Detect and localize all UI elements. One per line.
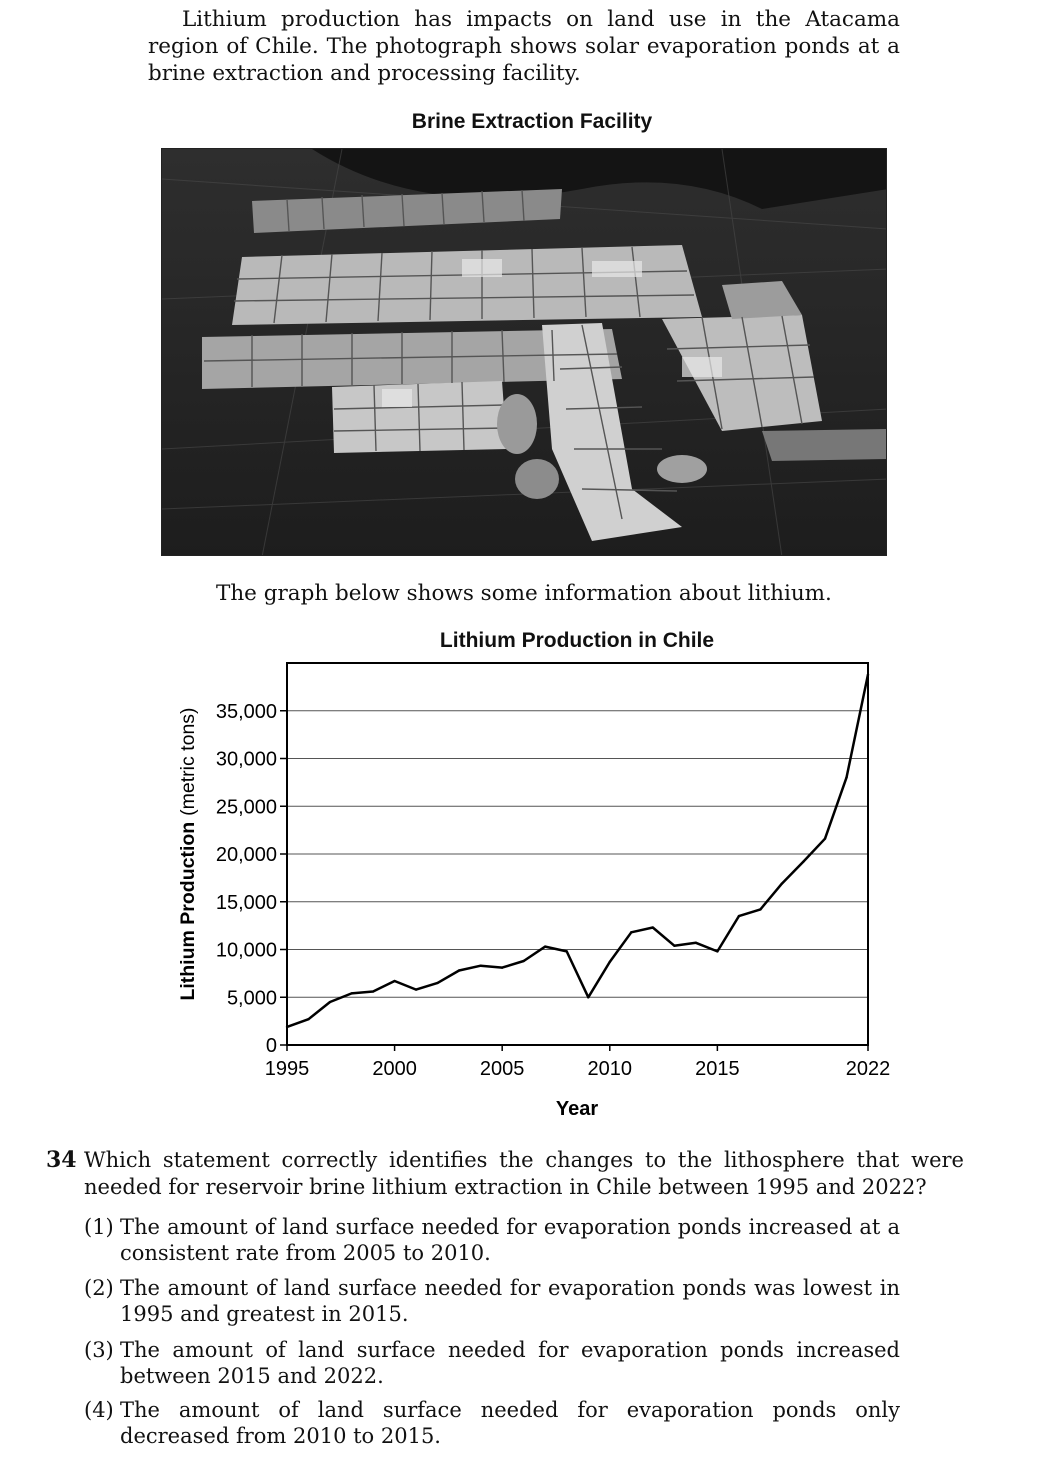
chart-title: Lithium Production in Chile	[439, 629, 715, 652]
question-text: Which statement correctly identifies the changes to the lithosphere that were needed for reservoir brine lithium extraction in Chile between 1995 and 2022?	[84, 1148, 964, 1199]
data-point	[630, 931, 632, 933]
data-point	[609, 961, 611, 963]
y-tick-label: 20,000	[215, 844, 277, 866]
data-point	[587, 996, 589, 998]
x-tick-label: 2015	[695, 1058, 740, 1080]
data-point	[824, 838, 826, 840]
data-point	[329, 1001, 331, 1003]
intro-paragraph: Lithium production has impacts on land use in the Atacama region of Chile. The photograph shows solar evaporation ponds at a brine extraction and processing facility.	[148, 7, 900, 86]
brine-facility-photo	[161, 148, 887, 556]
data-point	[566, 950, 568, 952]
x-tick-label: 1995	[264, 1058, 310, 1080]
series-line	[287, 675, 868, 1027]
y-tick-label: 0	[265, 1035, 277, 1057]
option-2[interactable]	[84, 1275, 900, 1327]
y-axis-label-unit: (metric tons)	[177, 707, 199, 816]
data-point	[393, 980, 395, 982]
y-tick-label: 30,000	[215, 748, 277, 771]
data-point	[436, 982, 438, 984]
data-point	[523, 960, 525, 962]
data-point	[652, 926, 654, 928]
data-point	[695, 942, 697, 944]
data-point	[307, 1018, 309, 1020]
option-number: (4)	[84, 1398, 114, 1422]
option-text: The amount of land surface needed for evaporation ponds only decreased from 2010 to 2015.	[120, 1398, 900, 1448]
data-point	[673, 944, 675, 946]
data-point	[458, 969, 460, 971]
y-tick-label: 15,000	[215, 891, 277, 914]
lithium-production-chart	[170, 655, 890, 1125]
y-tick-label: 35,000	[215, 700, 277, 723]
data-point	[415, 988, 417, 990]
data-point	[759, 908, 761, 910]
data-point	[286, 1026, 288, 1028]
x-axis-label: Year	[555, 1098, 599, 1120]
option-text: The amount of land surface needed for evaporation ponds increased at a consistent rate from 2005 to 2010.	[120, 1215, 900, 1265]
x-tick-label: 2022	[845, 1058, 890, 1080]
graph-intro: The graph below shows some information about lithium.	[216, 581, 832, 606]
data-point	[716, 950, 718, 952]
option-4[interactable]	[84, 1397, 900, 1449]
data-point	[845, 776, 847, 778]
data-point	[867, 673, 869, 675]
x-tick-label: 2010	[587, 1058, 633, 1080]
option-3[interactable]	[84, 1337, 900, 1389]
option-number: (2)	[84, 1276, 114, 1300]
y-axis-label	[177, 707, 199, 1000]
y-tick-label: 5,000	[226, 987, 277, 1010]
data-point	[781, 882, 783, 884]
option-number: (3)	[84, 1338, 114, 1362]
question-number: 34	[46, 1147, 77, 1173]
photo-title: Brine Extraction Facility	[411, 110, 653, 133]
data-point	[802, 860, 804, 862]
x-tick-label: 2005	[479, 1058, 525, 1080]
y-tick-label: 10,000	[215, 939, 277, 962]
x-tick-label: 2000	[372, 1058, 417, 1080]
data-point	[350, 992, 352, 994]
data-point	[479, 965, 481, 967]
data-point	[501, 966, 503, 968]
y-axis-label-main: Lithium Production	[177, 821, 199, 1001]
option-text: The amount of land surface needed for evaporation ponds was lowest in 1995 and greatest in 2015.	[120, 1276, 900, 1326]
y-tick-label: 25,000	[215, 796, 277, 819]
data-point	[738, 915, 740, 917]
option-text: The amount of land surface needed for evaporation ponds increased between 2015 and 2022.	[120, 1338, 900, 1388]
option-1[interactable]	[84, 1214, 900, 1266]
data-point	[372, 990, 374, 992]
data-point	[544, 945, 546, 947]
option-number: (1)	[84, 1215, 114, 1239]
